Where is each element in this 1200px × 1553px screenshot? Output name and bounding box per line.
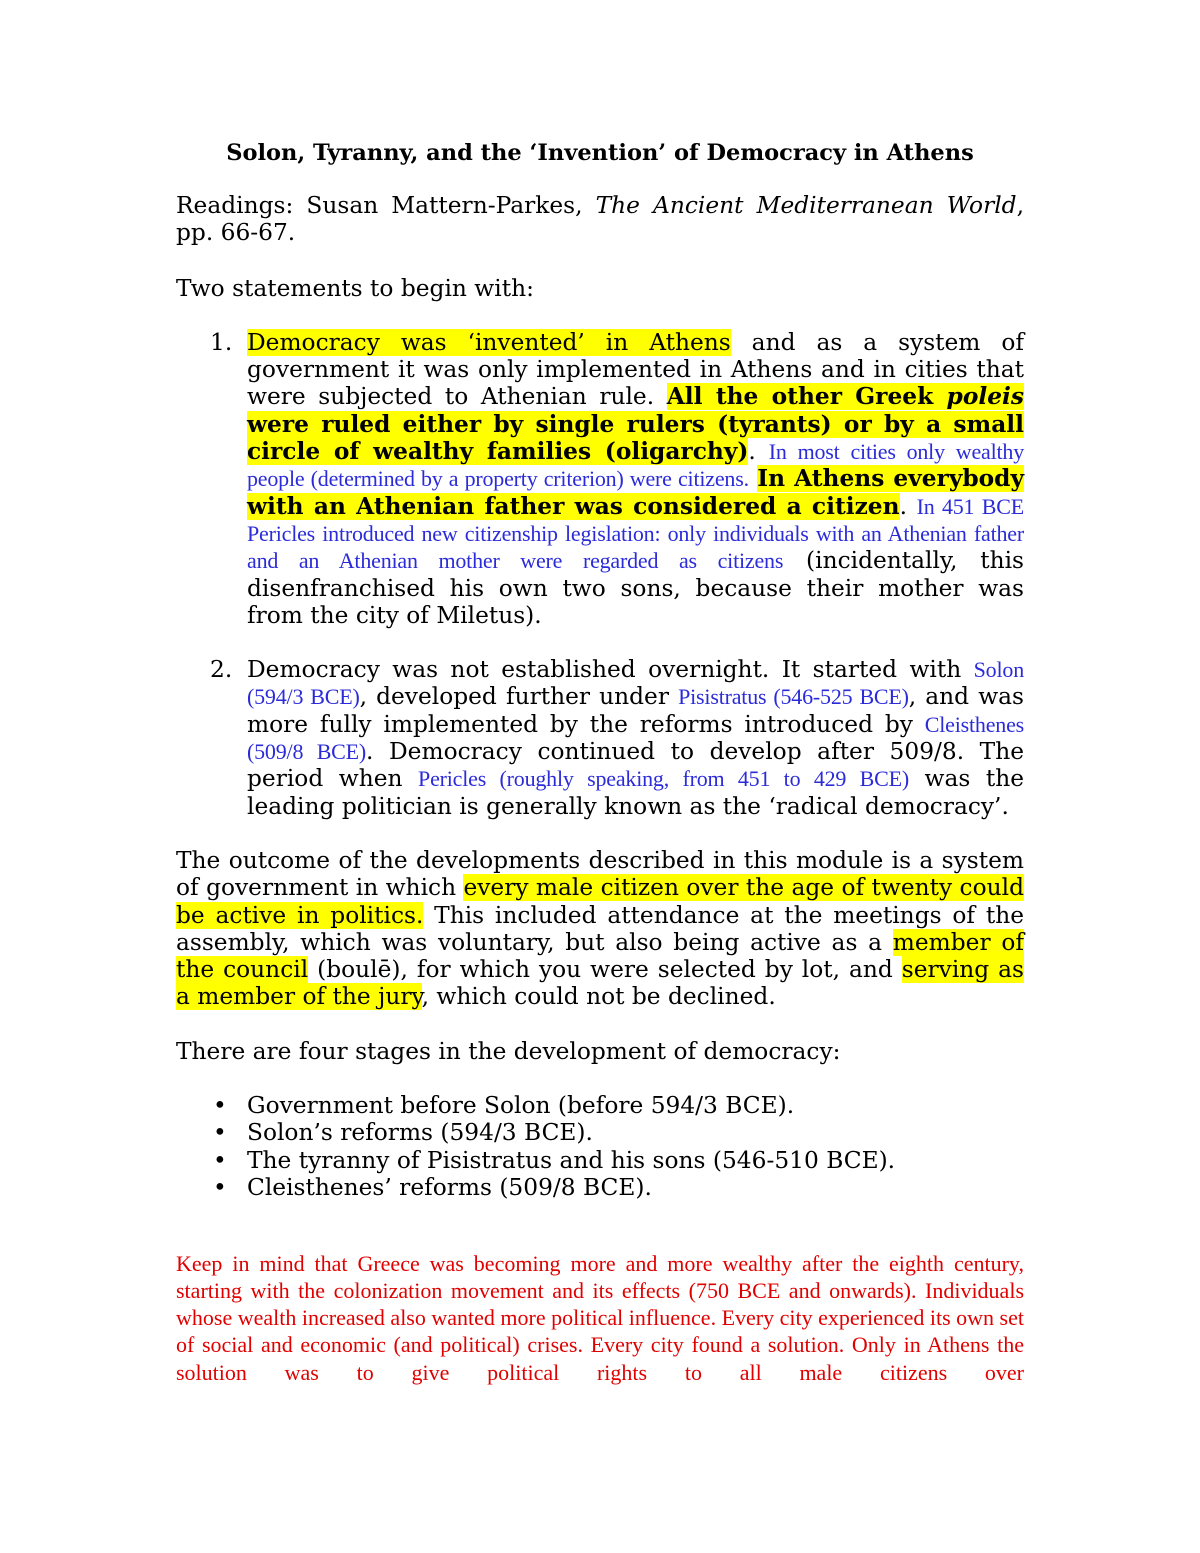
blue-note-text: Cleisthenes (509/8 BCE) (247, 711, 1024, 765)
body-text (749, 465, 757, 492)
highlight-text: Democracy was ‘invented’ in Athens (247, 328, 731, 356)
context-note-paragraph: Keep in mind that Greece was becoming more and more wealthy after the eighth century, starting with the colonization movement and its effects (750 BCE and onwards). Individuals whose wealth increased also wanted more political influence. Every city experienced its own set of social and economic (and political) crises. Every city found a solution. Only in Athens the solution was to give political rights to all male citizens over (176, 1251, 1024, 1385)
highlight-bold-text: were ruled either by single rulers (tyrants) or by a small circle of wealthy families (oligarchy) (247, 410, 1024, 466)
body-text: Democracy was not established overnight. It started with (247, 656, 974, 684)
list-item (176, 1147, 1024, 1174)
blue-note-text: Pericles (roughly speaking, from 451 to 429 BCE) (418, 766, 909, 792)
body-text: This included attendance at the meetings of the assembly, which was voluntary, but also being active as a (176, 901, 1024, 956)
highlight-bold-text: In Athens everybody with an Athenian father was considered a citizen (247, 465, 1025, 520)
body-text: (incidentally, this disenfranchised his own two sons, because their mother was from the city of Miletus). (247, 547, 1024, 629)
statement-number-2: 2. (210, 656, 233, 684)
page-title: Solon, Tyranny, and the ‘Invention’ of Democracy in Athens (226, 140, 974, 166)
statement-item-2 (176, 656, 1024, 820)
body-text: , which could not be declined. (421, 983, 776, 1011)
body-text: The outcome of the developments described in this module is a system of government in which (176, 846, 1024, 902)
stages-list (176, 1092, 1024, 1201)
highlight-bold-text: All the other Greek (666, 383, 947, 411)
intro-line: Two statements to begin with: (176, 274, 534, 302)
readings-book-title: The Ancient Mediterranean World (595, 192, 1017, 219)
statement-number-1: 1. (210, 328, 233, 356)
list-item-text: Cleisthenes’ reforms (509/8 BCE). (247, 1173, 652, 1201)
highlight-text: serving as a member of the jury (176, 956, 1024, 1011)
outcome-paragraph (176, 847, 1024, 1011)
list-item (176, 1174, 1024, 1201)
readings-suffix: , pp. 66-67. (176, 192, 1024, 247)
bullet-icon: • (213, 1173, 227, 1201)
list-item (176, 1092, 1024, 1119)
blue-note-text: In 451 BCE Pericles introduced new citizenship legislation: only individuals with an Athenian father and an Athenian mother were regarded as citizens (247, 493, 1024, 574)
list-item (176, 1119, 1024, 1146)
list-item-text: Solon’s reforms (594/3 BCE). (247, 1119, 593, 1147)
highlight-italic-text: poleis (946, 383, 1025, 411)
stages-intro: There are four stages in the development of democracy: (176, 1037, 841, 1065)
highlight-text: member of the council (176, 928, 1024, 984)
body-text: , and was more fully implemented by the reforms introduced by (247, 683, 1025, 738)
body-text: (boulē), for which you were selected by lot, and (308, 956, 902, 984)
body-text: and as a system of government it was only implemented in Athens and in cities that were subjected to Athenian rule. (247, 328, 1024, 411)
bullet-icon: • (213, 1146, 227, 1174)
statements-list (176, 329, 1024, 820)
bullet-icon: • (213, 1119, 227, 1147)
document-body (176, 140, 1024, 1408)
body-text: . (748, 438, 769, 466)
statement-item-1 (176, 329, 1024, 629)
blue-note-text: In most cities only wealthy people (determined by a property criterion) were citizens. (247, 439, 1024, 492)
body-text: was the leading politician is generally known as the ‘radical democracy’. (247, 765, 1024, 820)
readings-line (176, 192, 1024, 247)
list-item-text: Government before Solon (before 594/3 BCE). (247, 1092, 795, 1120)
body-text: . Democracy continued to develop after 509/8. The period when (247, 738, 1024, 793)
list-item-text: The tyranny of Pisistratus and his sons (546-510 BCE). (247, 1146, 896, 1174)
readings-prefix: Readings: Susan Mattern-Parkes, (176, 192, 596, 219)
body-text: . (899, 492, 917, 520)
highlight-text: every male citizen over the age of twenty could be active in politics. (176, 874, 1024, 929)
blue-note-text: Solon (594/3 BCE) (247, 657, 1024, 710)
blue-note-text: Pisistratus (546-525 BCE) (678, 684, 909, 710)
bullet-icon: • (213, 1092, 227, 1120)
body-text: , developed further under (359, 683, 679, 711)
